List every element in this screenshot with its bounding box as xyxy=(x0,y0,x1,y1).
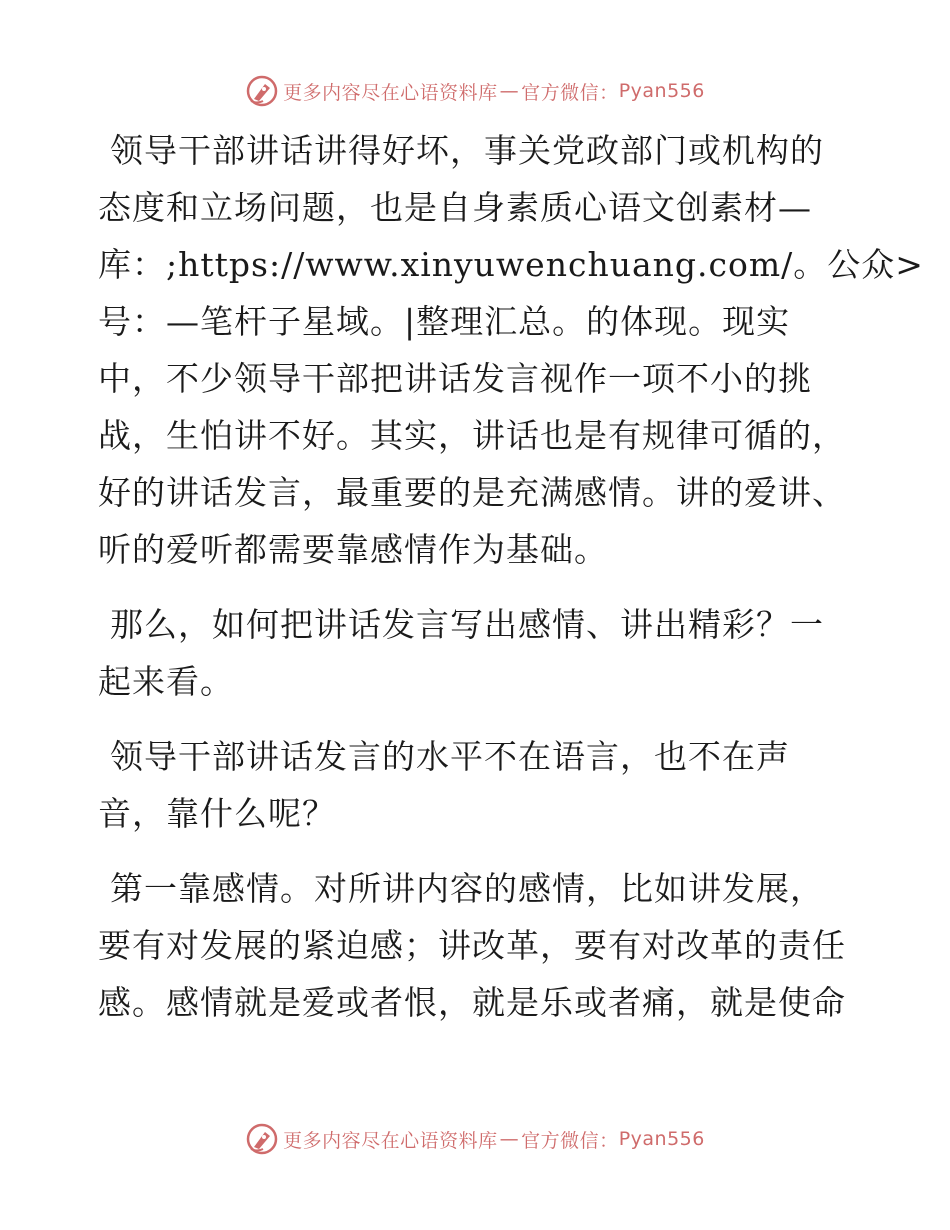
pen-nib-logo-icon xyxy=(245,74,279,108)
text-line: 那么，如何把讲话发言写出感情、讲出精彩？一 xyxy=(110,605,824,644)
banner-wechat-id: Pyan556 xyxy=(618,80,705,102)
text-line: 领导干部讲话讲得好坏，事关党政部门或机构的 xyxy=(110,131,824,170)
text-line: 态度和立场问题，也是自身素质心语文创素材— xyxy=(98,188,812,227)
paragraph-emotion xyxy=(98,860,858,1031)
text-line: 听的爱听都需要靠感情作为基础。 xyxy=(98,530,608,569)
header-banner xyxy=(0,71,950,111)
text-line: 感。感情就是爱或者恨，就是乐或者痛，就是使命 xyxy=(98,983,846,1022)
text-line: 领导干部讲话发言的水平不在语言，也不在声 xyxy=(110,737,790,776)
banner-wechat-label: 官方微信： xyxy=(521,1129,619,1152)
paragraph-intro xyxy=(98,122,924,578)
banner-slogan: 更多内容尽在心语资料库 xyxy=(283,1129,498,1152)
text-line: 起来看。 xyxy=(98,662,234,701)
text-line: 战，生怕讲不好。其实，讲话也是有规律可循的， xyxy=(98,416,846,455)
banner-wechat-label: 官方微信： xyxy=(521,81,619,104)
text-line: 号：—笔杆子星域。|整理汇总。的体现。现实 xyxy=(98,302,791,341)
paragraph-level xyxy=(98,728,858,842)
text-line: 库：;https://www.xinyuwenchuang.com/。公众> xyxy=(98,245,924,284)
footer-banner xyxy=(0,1119,950,1159)
banner-dash: — xyxy=(499,1128,520,1150)
text-line: 要有对发展的紧迫感；讲改革，要有对改革的责任 xyxy=(98,926,846,965)
banner-wechat-id: Pyan556 xyxy=(618,1128,705,1150)
banner-slogan: 更多内容尽在心语资料库 xyxy=(283,81,498,104)
text-line: 音，靠什么呢？ xyxy=(98,794,336,833)
text-line: 好的讲话发言，最重要的是充满感情。讲的爱讲、 xyxy=(98,473,846,512)
banner-dash: — xyxy=(499,80,520,102)
text-line: 第一靠感情。对所讲内容的感情，比如讲发展， xyxy=(110,869,824,908)
text-line: 中，不少领导干部把讲话发言视作一项不小的挑 xyxy=(98,359,812,398)
paragraph-question xyxy=(98,596,858,710)
document-body xyxy=(98,122,924,1049)
pen-nib-logo-icon xyxy=(245,1122,279,1156)
